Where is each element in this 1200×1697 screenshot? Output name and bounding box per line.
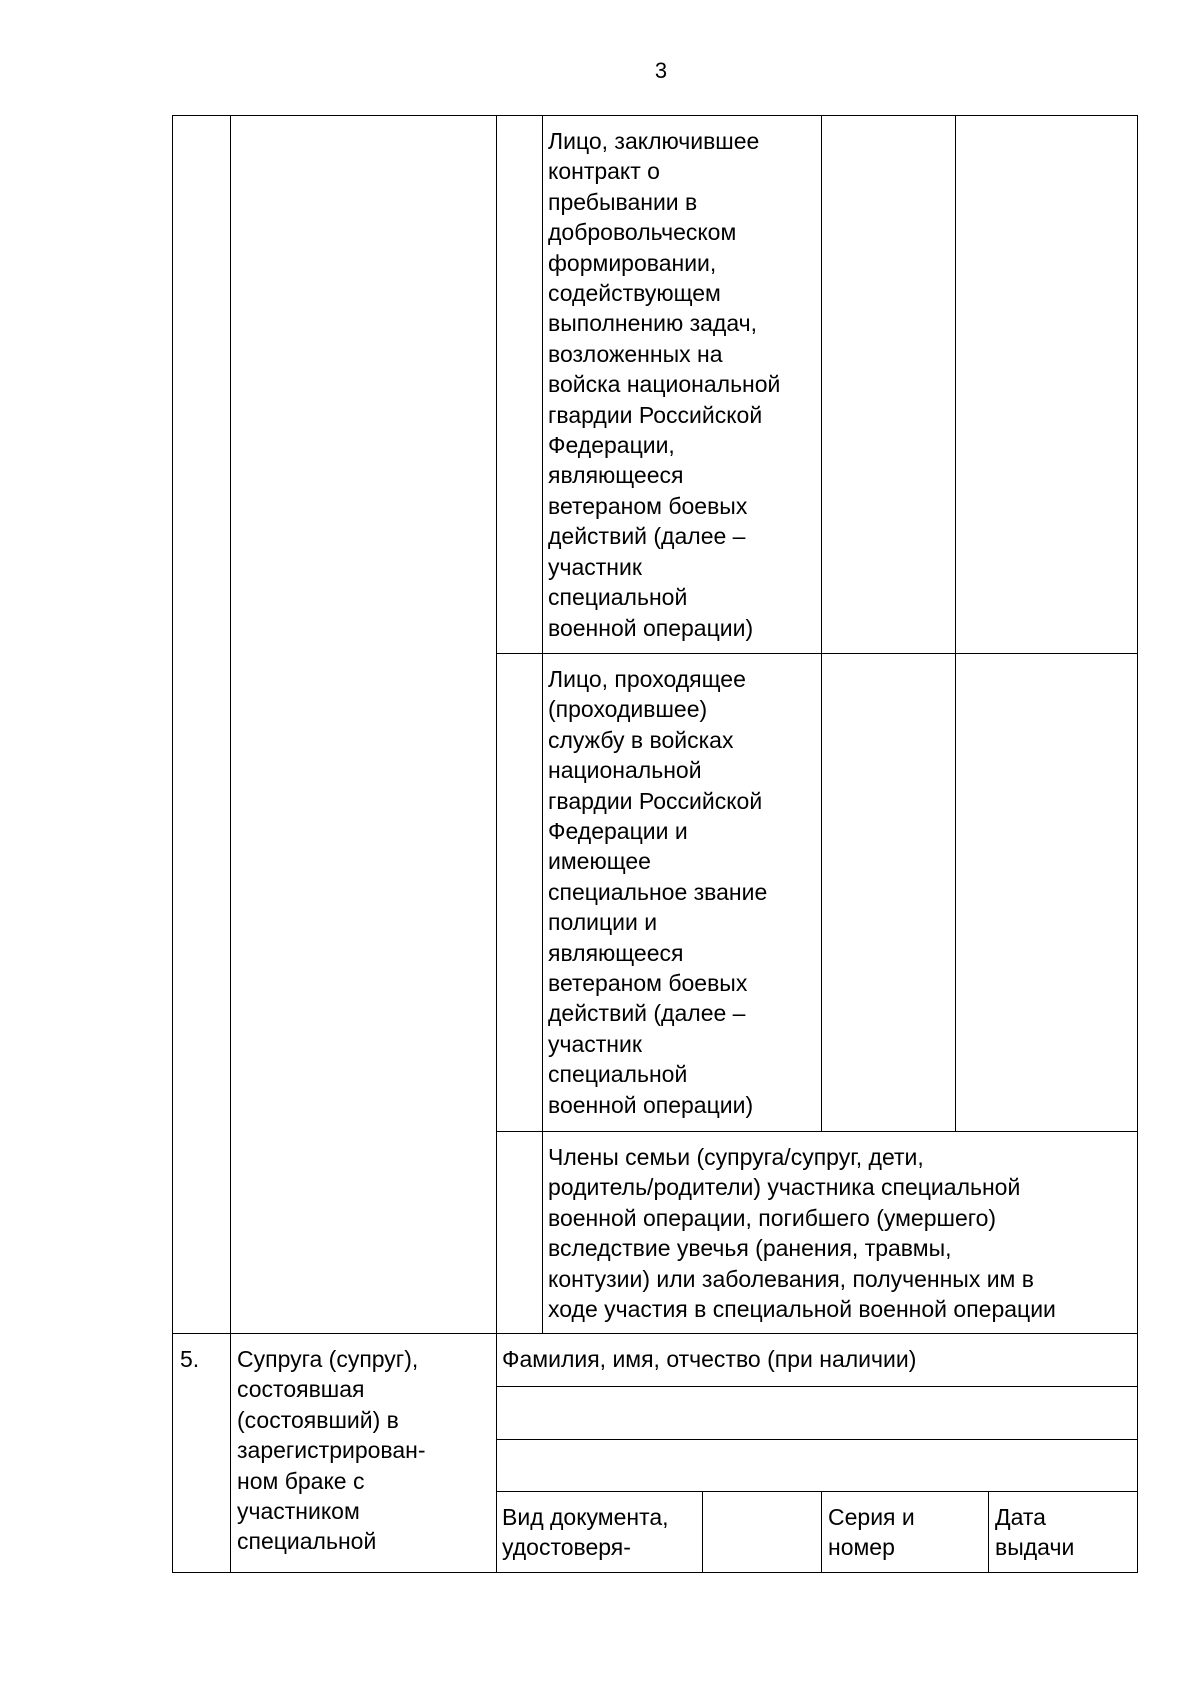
table-right-border xyxy=(1137,115,1138,1573)
series-number-label: Серия и номер xyxy=(828,1504,915,1561)
column-divider xyxy=(496,115,497,1573)
table-top-border xyxy=(172,115,1138,116)
column-divider xyxy=(821,1491,822,1573)
full-name-label: Фамилия, имя, отчество (при наличии) xyxy=(502,1346,917,1372)
family-members-cell: Члены семьи (супруга/супруг, дети, родитель/родители) участника специальной военной операции, погибшего (умершего) вследствие увечья (ранения, травмы, контузии) или заболевания, полученных им в ходе участия в специальной военной операции xyxy=(548,1144,1056,1323)
column-divider xyxy=(230,115,231,1573)
row-divider xyxy=(496,653,1138,654)
spouse-category-cell: Супруга (супруг), состоявшая (состоявший) в зарегистрирован- ном браке с участником специальной xyxy=(237,1346,426,1555)
table-left-border xyxy=(172,115,173,1573)
column-divider xyxy=(542,115,543,1334)
full-name-field[interactable] xyxy=(497,1387,1137,1439)
document-type-field[interactable] xyxy=(703,1492,821,1572)
column-divider xyxy=(955,115,956,1132)
column-divider xyxy=(988,1491,989,1573)
row-number: 5. xyxy=(180,1346,200,1372)
contract-participant-cell: Лицо, заключившее контракт о пребывании в добровольческом формировании, содействующем выполнению задач, возложенных на войска национальной гвардии Российской Федерации, являющееся ветераном боевых действий (далее – участник специальной военной операции) xyxy=(548,128,781,641)
table-bottom-border xyxy=(172,1572,1138,1573)
document-type-label: Вид документа, удостоверя- xyxy=(502,1504,669,1561)
issue-date-label: Дата выдачи xyxy=(995,1504,1075,1561)
full-name-field[interactable] xyxy=(497,1440,1137,1491)
row-divider xyxy=(172,1333,1138,1334)
page-number: 3 xyxy=(654,58,668,83)
service-participant-cell: Лицо, проходящее (проходившее) службу в войсках национальной гвардии Российской Федерации и имеющее специальное звание полиции и являющееся ветераном боевых действий (далее – участник специальной военной операции) xyxy=(548,666,768,1118)
row-divider xyxy=(496,1131,1138,1132)
column-divider xyxy=(821,115,822,1132)
